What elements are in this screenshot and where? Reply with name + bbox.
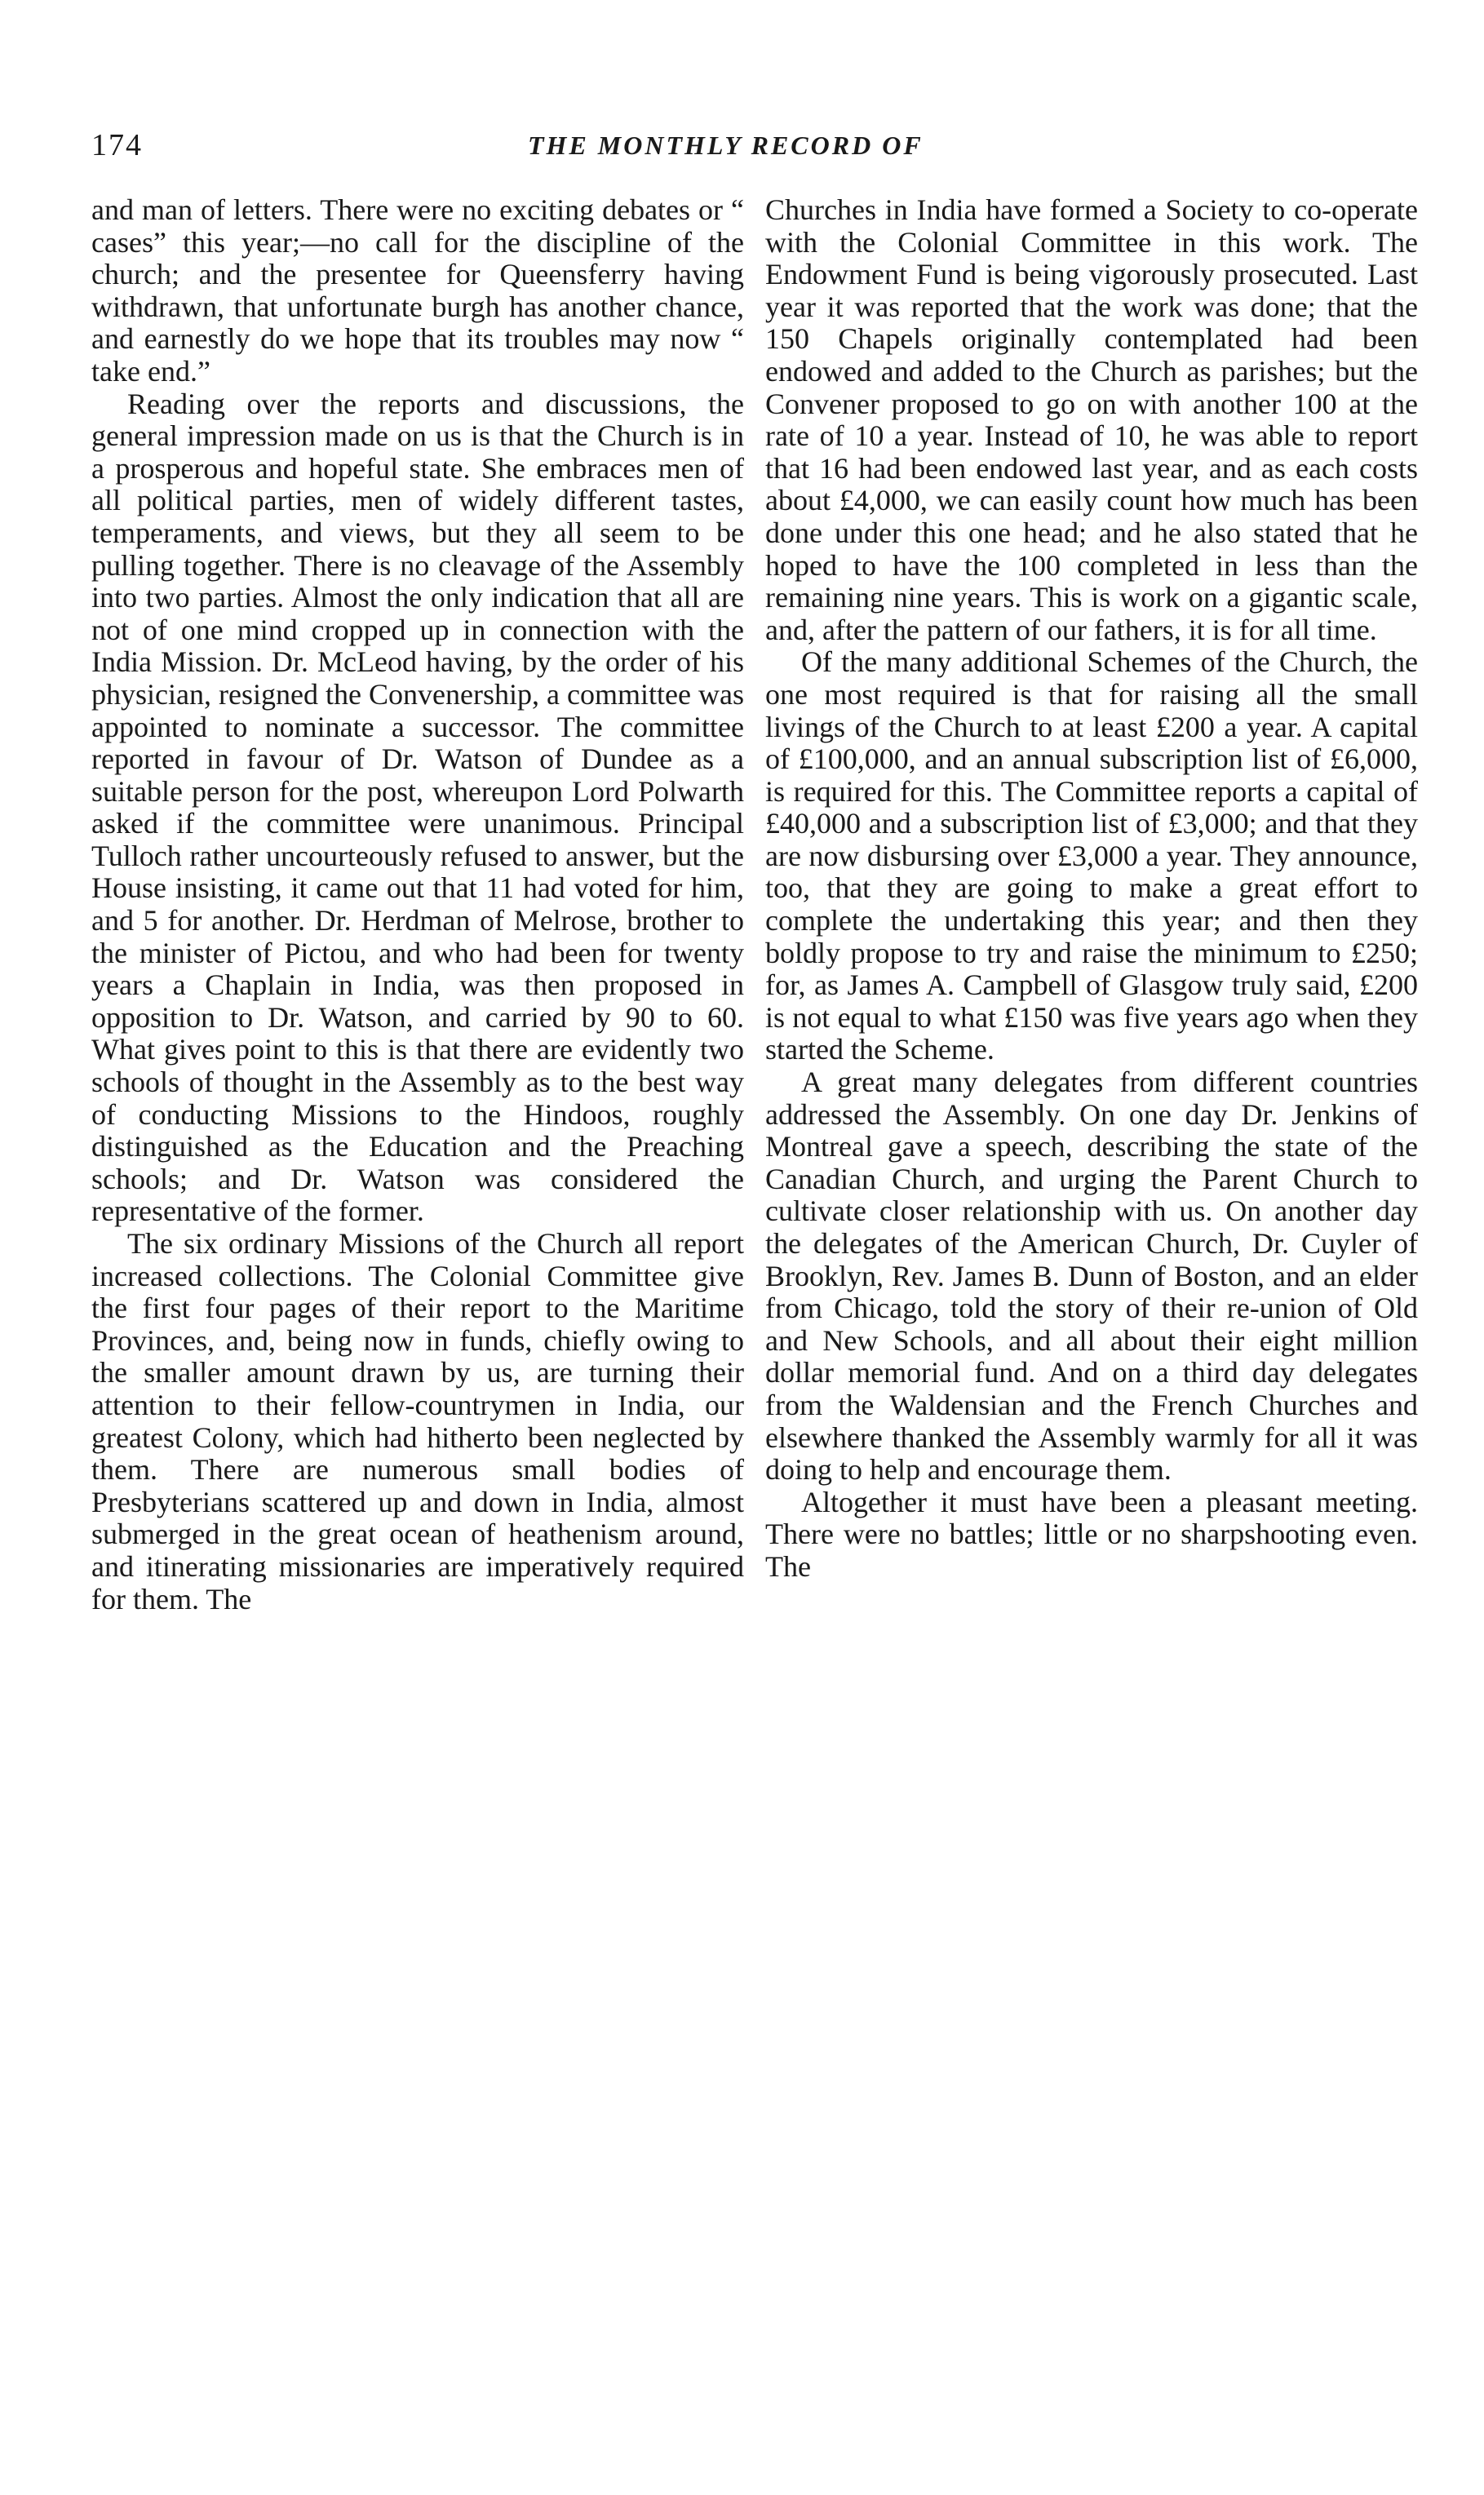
right-column <box>765 194 1418 1584</box>
page-number: 174 <box>91 128 143 162</box>
paragraph: The six ordinary Missions of the Church all report increased collections. The Colonial Committee give the first four pages of their report to the Maritime Provinces, and, being now in funds, chiefly owing to the smaller amount drawn by us, are turning their attention to their fellow-countrymen in India, our greatest Colony, which had hitherto been neglected by them. There are numerous small bodies of Presbyterians scattered up and down in India, almost submerged in the great ocean of heathenism around, and itinerating missionaries are imperatively required for them. The <box>91 1227 744 1615</box>
left-column <box>91 194 744 1615</box>
paragraph: and man of letters. There were no exciting debates or “ cases” this year;—no call for the discipline of the church; and the presentee for Queensferry having withdrawn, that unfortunate burgh has another chance, and earnestly do we hope that its troubles may now “ take end.” <box>91 193 744 388</box>
paragraph: Reading over the reports and discussions, the general impression made on us is that the Church is in a prosperous and hopeful state. She embraces men of all political parties, men of widely different tastes, temperaments, and views, but they all seem to be pulling together. There is no cleavage of the Assembly into two parties. Almost the only indication that all are not of one mind cropped up in connection with the India Mission. Dr. McLeod having, by the order of his physician, resigned the Convenership, a committee was appointed to nominate a successor. The committee reported in favour of Dr. Watson of Dundee as a suitable person for the post, whereupon Lord Polwarth asked if the committee were unanimous. Principal Tulloch rather uncourteously refused to answer, but the House insisting, it came out that 11 had voted for him, and 5 for another. Dr. Herdman of Melrose, brother to the minister of Pictou, and who had been for twenty years a Chaplain in India, was then proposed in opposition to Dr. Watson, and carried by 90 to 60. What gives point to this is that there are evidently two schools of thought in the Assembly as to the best way of conducting Missions to the Hindoos, roughly distinguished as the Education and the Preaching schools; and Dr. Watson was considered the representative of the former. <box>91 387 744 1228</box>
paragraph: Altogether it must have been a pleasant meeting. There were no battles; little or no sharpshooting even. The <box>765 1485 1418 1583</box>
paragraph: Of the many additional Schemes of the Church, the one most required is that for raising all the small livings of the Church to at least £200 a year. A capital of £100,000, and an annual subscription list of £6,000, is required for this. The Committee reports a capital of £40,000 and a subscription list of £3,000; and that they are now disbursing over £3,000 a year. They announce, too, that they are going to make a great effort to complete the undertaking this year; and then they boldly propose to try and raise the minimum to £250; for, as James A. Campbell of Glasgow truly said, £200 is not equal to what £150 was five years ago when they started the Scheme. <box>765 645 1418 1066</box>
running-title: THE MONTHLY RECORD OF <box>528 131 924 160</box>
page-header <box>91 122 1397 168</box>
paragraph: Churches in India have formed a Society to co-operate with the Colonial Committee in this work. The Endowment Fund is being vigorously prosecuted. Last year it was reported that the work was done; that the 150 Chapels originally contemplated had been endowed and added to the Church as parishes; but the Convener proposed to go on with another 100 at the rate of 10 a year. Instead of 10, he was able to report that 16 had been endowed last year, and as each costs about £4,000, we can easily count how much has been done under this one head; and he also stated that he hoped to have the 100 completed in less than the remaining nine years. This is work on a gigantic scale, and, after the pattern of our fathers, it is for all time. <box>765 193 1418 646</box>
paragraph: A great many delegates from different countries addressed the Assembly. On one day Dr. Jenkins of Montreal gave a speech, describing the state of the Canadian Church, and urging the Parent Church to cultivate closer relationship with us. On another day the delegates of the American Church, Dr. Cuyler of Brooklyn, Rev. James B. Dunn of Boston, and an elder from Chicago, told the story of their re-union of Old and New Schools, and all about their eight million dollar memorial fund. And on a third day delegates from the Waldensian and the French Churches and elsewhere thanked the Assembly warmly for all it was doing to help and encourage them. <box>765 1066 1418 1487</box>
